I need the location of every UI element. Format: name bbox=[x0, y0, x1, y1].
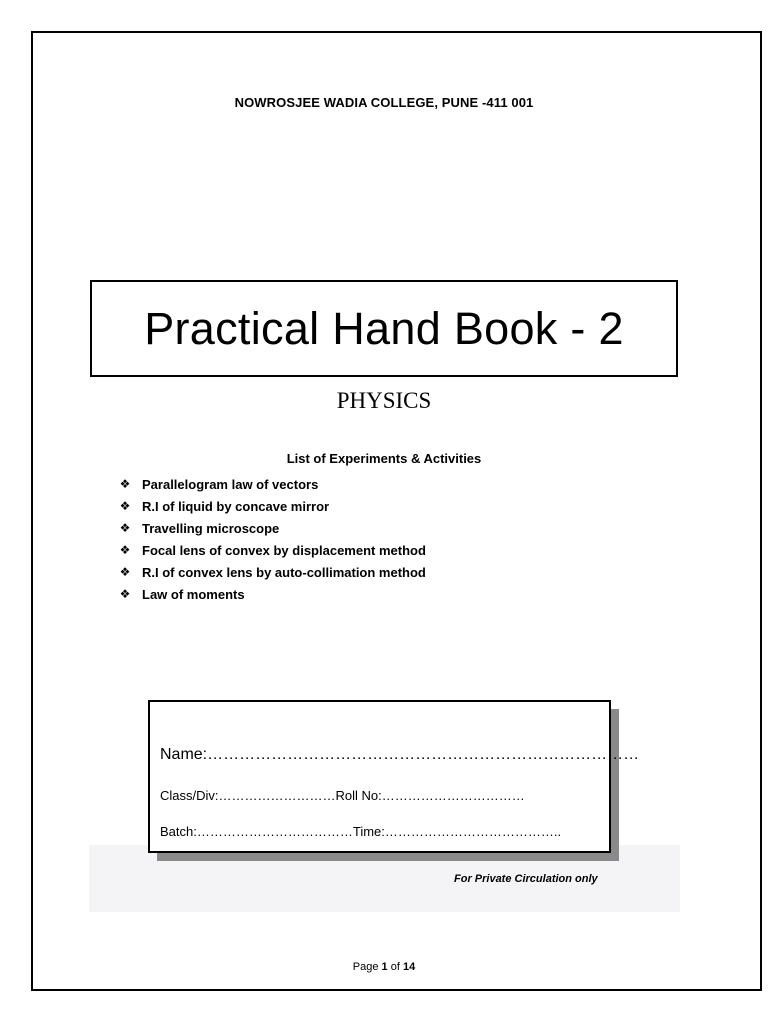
diamond-bullet-icon: ❖ bbox=[119, 499, 131, 513]
page-current: 1 bbox=[381, 961, 388, 973]
list-item bbox=[118, 561, 426, 583]
list-item bbox=[118, 517, 426, 539]
name-field: Name:……………………………………………………………………… bbox=[160, 746, 640, 763]
page-number bbox=[0, 961, 768, 973]
diamond-bullet-icon: ❖ bbox=[119, 521, 131, 535]
batch-time-field: Batch:………………………………Time:………………………………….. bbox=[160, 824, 562, 839]
student-info-box bbox=[148, 700, 640, 853]
experiment-label: R.I of liquid by concave mirror bbox=[142, 498, 330, 514]
class-roll-field: Class/Div:………………………Roll No:…………………………… bbox=[160, 788, 525, 803]
diamond-bullet-icon: ❖ bbox=[119, 565, 131, 579]
list-item bbox=[118, 539, 426, 561]
list-item bbox=[118, 473, 426, 495]
title-box bbox=[90, 280, 678, 377]
experiment-label: R.I of convex lens by auto-collimation method bbox=[142, 564, 426, 580]
page-prefix: Page bbox=[352, 961, 379, 973]
experiment-label: Parallelogram law of vectors bbox=[142, 476, 319, 492]
list-item bbox=[118, 495, 426, 517]
experiment-label: Law of moments bbox=[142, 586, 245, 602]
circulation-note: For Private Circulation only bbox=[454, 873, 598, 885]
college-name: NOWROSJEE WADIA COLLEGE, PUNE -411 001 bbox=[234, 95, 534, 110]
diamond-bullet-icon: ❖ bbox=[119, 587, 131, 601]
diamond-bullet-icon: ❖ bbox=[119, 543, 131, 557]
experiments-list bbox=[118, 473, 426, 605]
diamond-bullet-icon: ❖ bbox=[119, 477, 131, 491]
list-item bbox=[118, 583, 426, 605]
experiment-label: Focal lens of convex by displacement method bbox=[142, 542, 426, 558]
page-total: 14 bbox=[402, 961, 416, 973]
experiment-label: Travelling microscope bbox=[142, 520, 280, 536]
experiments-heading: List of Experiments & Activities bbox=[286, 451, 482, 466]
page-of: of bbox=[390, 961, 400, 973]
subject-heading: PHYSICS bbox=[336, 388, 432, 413]
page-title: Practical Hand Book - 2 bbox=[144, 302, 624, 354]
